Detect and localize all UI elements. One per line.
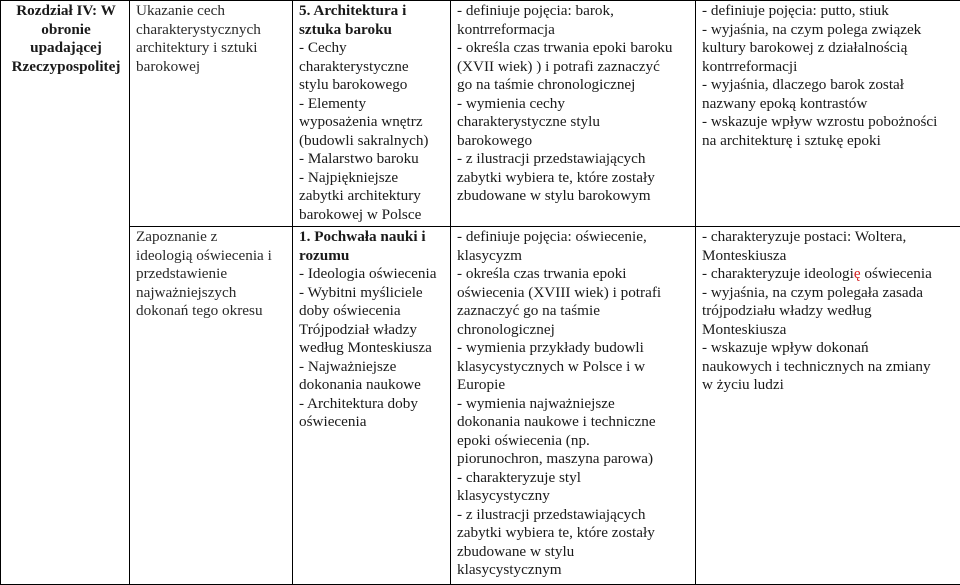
content-line: - Architektura doby [299,394,418,412]
content-line: barokowej w Polsce [299,205,422,223]
requirement-line: piorunochron, maszyna parowa) [457,450,654,467]
requirement-line: chronologicznej [457,320,555,338]
aim-cell [130,1,293,227]
lesson-title-line: rozumu [299,246,350,264]
basic-requirements-cell [451,227,696,585]
requirement-line: klasycystycznych w Polsce i w [457,357,646,375]
requirement-line: - wymienia przykłady budowli [457,339,644,356]
aim-line: Ukazanie cech [136,2,225,19]
basic-requirements-cell [451,1,696,227]
requirement-line: - określa czas trwania epoki [457,265,627,282]
requirement-line: klasycyzm [457,246,522,264]
chapter-cell [1,1,130,585]
content-line: wyposażenia wnętrz [299,113,423,130]
content-line: - Malarstwo baroku [299,150,419,167]
content-cell [293,227,451,585]
aim-line: barokowej [136,57,201,75]
requirement-line: - definiuje pojęcia: putto, stiuk [702,2,889,19]
requirement-line: - definiuje pojęcia: barok, [457,2,614,19]
requirement-line: - wymienia cechy [457,94,565,112]
content-cell [293,1,451,227]
extended-requirements-cell [696,227,960,585]
content-line: według Monteskiusza [299,339,432,356]
content-line: - Cechy [299,39,347,56]
content-line: stylu barokowego [299,76,408,93]
content-line: - Najpiękniejsze [299,168,399,186]
requirement-line: klasycystyczny [457,487,550,504]
requirement-line: klasycystycznym [457,561,562,578]
chapter-title-line: Rzeczypospolitej [11,57,121,75]
requirement-line: zbudowane w stylu [457,542,575,560]
table-row [1,1,960,227]
requirement-line: - wyjaśnia, na czym polega związek [702,20,922,38]
requirement-line: - wskazuje wpływ wzrostu pobożności [702,113,938,130]
aim-line: Zapoznanie z [136,228,218,245]
chapter-title-line: upadającej [30,39,102,56]
requirement-line: dokonania naukowe i techniczne [457,413,656,430]
requirement-line: naukowych i technicznych na zmiany [702,357,931,375]
content-line: Trójpodział władzy [299,320,417,338]
requirement-line: - wyjaśnia, na czym polegała zasada [702,283,923,301]
content-line: (budowli sakralnych) [299,131,429,149]
content-line: - Ideologia oświecenia [299,265,437,282]
requirement-line: - charakteryzuje postaci: Woltera, [702,228,907,245]
requirement-line: trójpodziału władzy według [702,302,872,319]
requirement-line: (XVII wiek) ) i potrafi zaznaczyć [457,57,660,75]
content-line: - Elementy [299,94,367,112]
aim-line: ideologią oświecenia i [136,246,272,264]
content-line: - Najważniejsze [299,357,397,375]
requirement-text: oświecenia [860,265,932,282]
content-line: dokonania naukowe [299,376,421,393]
aim-line: dokonań tego okresu [136,302,263,319]
highlighted-letter: ę [853,265,861,282]
requirement-line: kultury barokowej z działalnością [702,39,908,56]
aim-line: przedstawienie [136,265,228,282]
requirement-line: - określa czas trwania epoki baroku [457,39,673,56]
requirement-line: w życiu ludzi [702,376,784,393]
lesson-title-line: sztuka baroku [299,20,392,38]
requirement-line: - charakteryzuje styl [457,468,581,486]
requirement-line: go na taśmie chronologicznej [457,76,636,93]
aim-cell [130,227,293,585]
requirement-line: epoki oświecenia (np. [457,431,590,449]
requirement-line: zabytki wybiera te, które zostały [457,524,655,541]
requirement-line: kontrreformacji [702,57,798,75]
requirement-line: - wymienia najważniejsze [457,394,615,412]
content-line: charakterystyczne [299,57,409,75]
requirement-line: Europie [457,376,506,393]
requirement-line: - wskazuje wpływ dokonań [702,339,869,356]
requirement-line: Monteskiusza [702,320,787,338]
requirement-line: zabytki wybiera te, które zostały [457,168,655,186]
requirement-line: - z ilustracji przedstawiających [457,505,646,523]
requirement-line: Monteskiusza [702,246,787,264]
requirement-line: barokowego [457,131,533,149]
aim-line: architektury i sztuki [136,39,258,56]
requirement-line [702,265,956,284]
chapter-title-line: obronie [41,20,91,38]
requirement-line: - definiuje pojęcia: oświecenie, [457,228,647,245]
requirement-line: na architekturę i sztukę epoki [702,131,881,149]
aim-line: charakterystycznych [136,20,261,38]
requirement-line: - wyjaśnia, dlaczego barok został [702,76,904,93]
extended-requirements-cell [696,1,960,227]
requirement-line: nazwany epoką kontrastów [702,94,868,112]
content-line: doby oświecenia [299,302,401,319]
lesson-title-line: 1. Pochwała nauki i [299,228,426,245]
content-line: oświecenia [299,413,367,430]
table-row [1,227,960,585]
requirement-line: oświecenia (XVIII wiek) i potrafi [457,283,662,301]
requirement-text: - charakteryzuje ideologi [702,265,854,282]
chapter-title-line: Rozdział IV: W [16,2,116,19]
aim-line: najważniejszych [136,283,237,301]
requirement-line: zaznaczyć go na taśmie [457,302,600,319]
requirement-line: charakterystyczne stylu [457,113,600,130]
requirement-line: zbudowane w stylu barokowym [457,187,651,204]
content-line: zabytki architektury [299,187,421,204]
requirement-line: - z ilustracji przedstawiających [457,150,646,167]
requirement-line: kontrreformacja [457,20,555,38]
lesson-title-line: 5. Architektura i [299,2,407,19]
content-line: - Wybitni myśliciele [299,283,423,301]
